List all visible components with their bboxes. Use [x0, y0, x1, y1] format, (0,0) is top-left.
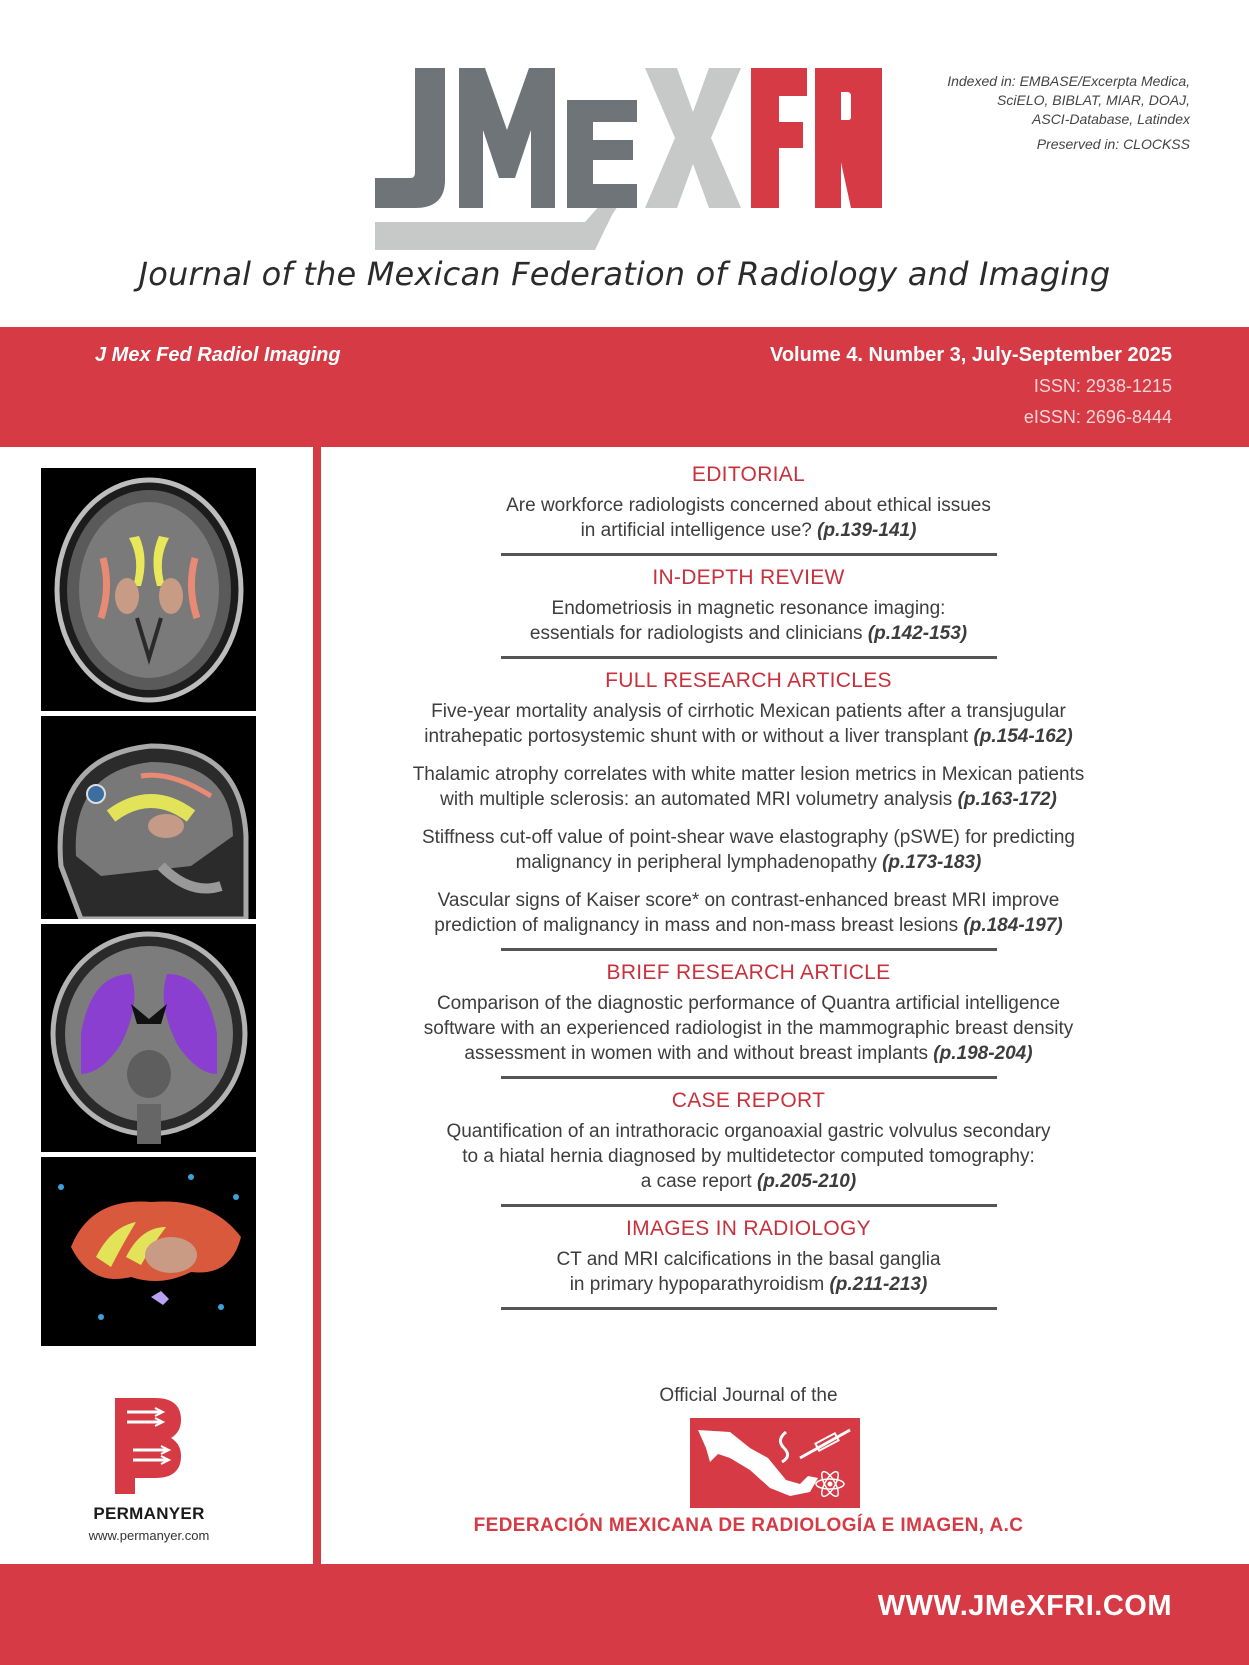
- article-title-line: in artificial intelligence use? (p.139-141): [580, 520, 917, 541]
- journal-website-link[interactable]: WWW.JMeXFRI.COM: [877, 1590, 1172, 1622]
- volume-number: Volume 4. Number 3, July-September 2025: [769, 344, 1172, 366]
- eissn: eISSN: 2696-8444: [1023, 407, 1172, 427]
- article-brief[interactable]: [321, 991, 1176, 1066]
- federation-name: FEDERACIÓN MEXICANA DE RADIOLOGÍA E IMAGEN, A.C: [473, 1515, 1024, 1536]
- section-heading-review: IN-DEPTH REVIEW: [652, 566, 845, 589]
- page-range: (p.139-141): [817, 520, 917, 541]
- section-divider: [501, 553, 997, 556]
- axial-brain-mri-image: [41, 468, 256, 711]
- section-divider: [501, 1204, 997, 1207]
- section-divider: [501, 1307, 997, 1310]
- article-title-line: Quantification of an intrathoracic organoaxial gastric volvulus secondary: [446, 1121, 1051, 1142]
- article-title-line: Five-year mortality analysis of cirrhotic Mexican patients after a transjugular: [431, 701, 1066, 722]
- issn: ISSN: 2938-1215: [1033, 376, 1172, 396]
- coronal-brain-mri-image: [41, 924, 256, 1152]
- preserved-info: Preserved in: CLOCKSS: [1036, 136, 1190, 152]
- section-heading-images: IMAGES IN RADIOLOGY: [626, 1217, 871, 1240]
- 3d-brain-segmentation-image: [41, 1157, 256, 1346]
- article-research-2[interactable]: [321, 762, 1176, 812]
- page-range: (p.205-210): [756, 1171, 857, 1192]
- page-range: (p.184-197): [963, 915, 1063, 936]
- sagittal-brain-mri-image: [41, 716, 256, 919]
- article-title-line: in primary hypoparathyroidism (p.211-213): [569, 1274, 928, 1295]
- article-title-line: assessment in women with and without breast implants (p.198-204): [464, 1043, 1033, 1064]
- article-case[interactable]: [321, 1119, 1176, 1194]
- section-heading-brief: BRIEF RESEARCH ARTICLE: [606, 961, 891, 984]
- article-title-line: prediction of malignancy in mass and non-mass breast lesions (p.184-197): [434, 915, 1063, 936]
- vertical-divider: [313, 447, 321, 1564]
- page-range: (p.211-213): [829, 1274, 928, 1295]
- publisher-url[interactable]: www.permanyer.com: [88, 1528, 210, 1543]
- permanyer-logo: [115, 1398, 181, 1494]
- article-title-line: CT and MRI calcifications in the basal ganglia: [556, 1249, 941, 1270]
- indexing-info: [890, 72, 1190, 154]
- article-title-line: a case report (p.205-210): [640, 1171, 857, 1192]
- section-heading-editorial: EDITORIAL: [691, 463, 806, 486]
- article-title-line: Thalamic atrophy correlates with white matter lesion metrics in Mexican patients: [412, 764, 1085, 785]
- indexed-line-2: SciELO, BIBLAT, MIAR, DOAJ,: [997, 92, 1190, 108]
- official-journal-label: Official Journal of the: [659, 1385, 838, 1406]
- federation-logo: [690, 1418, 860, 1508]
- article-research-1[interactable]: [321, 699, 1176, 749]
- article-title-line: essentials for radiologists and clinicians (p.142-153): [529, 623, 968, 644]
- section-divider: [501, 656, 997, 659]
- section-heading-research: FULL RESEARCH ARTICLES: [605, 669, 892, 692]
- article-title-line: Endometriosis in magnetic resonance imaging:: [551, 598, 946, 619]
- article-title-line: malignancy in peripheral lymphadenopathy (p.173-183): [515, 852, 982, 873]
- journal-logo: [375, 60, 885, 250]
- article-images[interactable]: [321, 1247, 1176, 1297]
- page-range: (p.163-172): [957, 789, 1057, 810]
- journal-abbreviation: J Mex Fed Radiol Imaging: [95, 344, 341, 366]
- section-heading-case: CASE REPORT: [671, 1089, 826, 1112]
- logo-letter-i: [855, 68, 885, 218]
- journal-title: Journal of the Mexican Federation of Radiology and Imaging: [138, 255, 1111, 293]
- page-range: (p.142-153): [867, 623, 968, 644]
- article-title-line: Are workforce radiologists concerned about ethical issues: [506, 495, 991, 516]
- article-title-line: Stiffness cut-off value of point-shear wave elastography (pSWE) for predicting: [421, 827, 1075, 848]
- article-title-line: software with an experienced radiologist in the mammographic breast density: [423, 1018, 1074, 1039]
- page-range: (p.198-204): [933, 1043, 1033, 1064]
- article-title-line: Vascular signs of Kaiser score* on contrast-enhanced breast MRI improve: [437, 890, 1060, 911]
- page-range: (p.154-162): [973, 726, 1073, 747]
- table-of-contents: [321, 462, 1176, 1319]
- issue-info-band: [0, 327, 1249, 447]
- article-research-3[interactable]: [321, 825, 1176, 875]
- article-title-line: Comparison of the diagnostic performance of Quantra artificial intelligence: [436, 993, 1061, 1014]
- article-editorial[interactable]: [321, 493, 1176, 543]
- indexed-line-1: Indexed in: EMBASE/Excerpta Medica,: [947, 73, 1190, 89]
- article-title-line: to a hiatal hernia diagnosed by multidetector computed tomography:: [462, 1146, 1035, 1167]
- section-divider: [501, 948, 997, 951]
- jmexfri-logo-graphic: [375, 60, 885, 250]
- article-title-line: intrahepatic portosystemic shunt with or without a liver transplant (p.154-162): [424, 726, 1073, 747]
- publisher-name: PERMANYER: [93, 1504, 205, 1523]
- indexed-line-3: ASCI-Database, Latindex: [1032, 111, 1190, 127]
- section-divider: [501, 1076, 997, 1079]
- article-research-4[interactable]: [321, 888, 1176, 938]
- article-review[interactable]: [321, 596, 1176, 646]
- page-range: (p.173-183): [882, 852, 982, 873]
- footer-band: [0, 1564, 1249, 1665]
- article-title-line: with multiple sclerosis: an automated MRI volumetry analysis (p.163-172): [440, 789, 1057, 810]
